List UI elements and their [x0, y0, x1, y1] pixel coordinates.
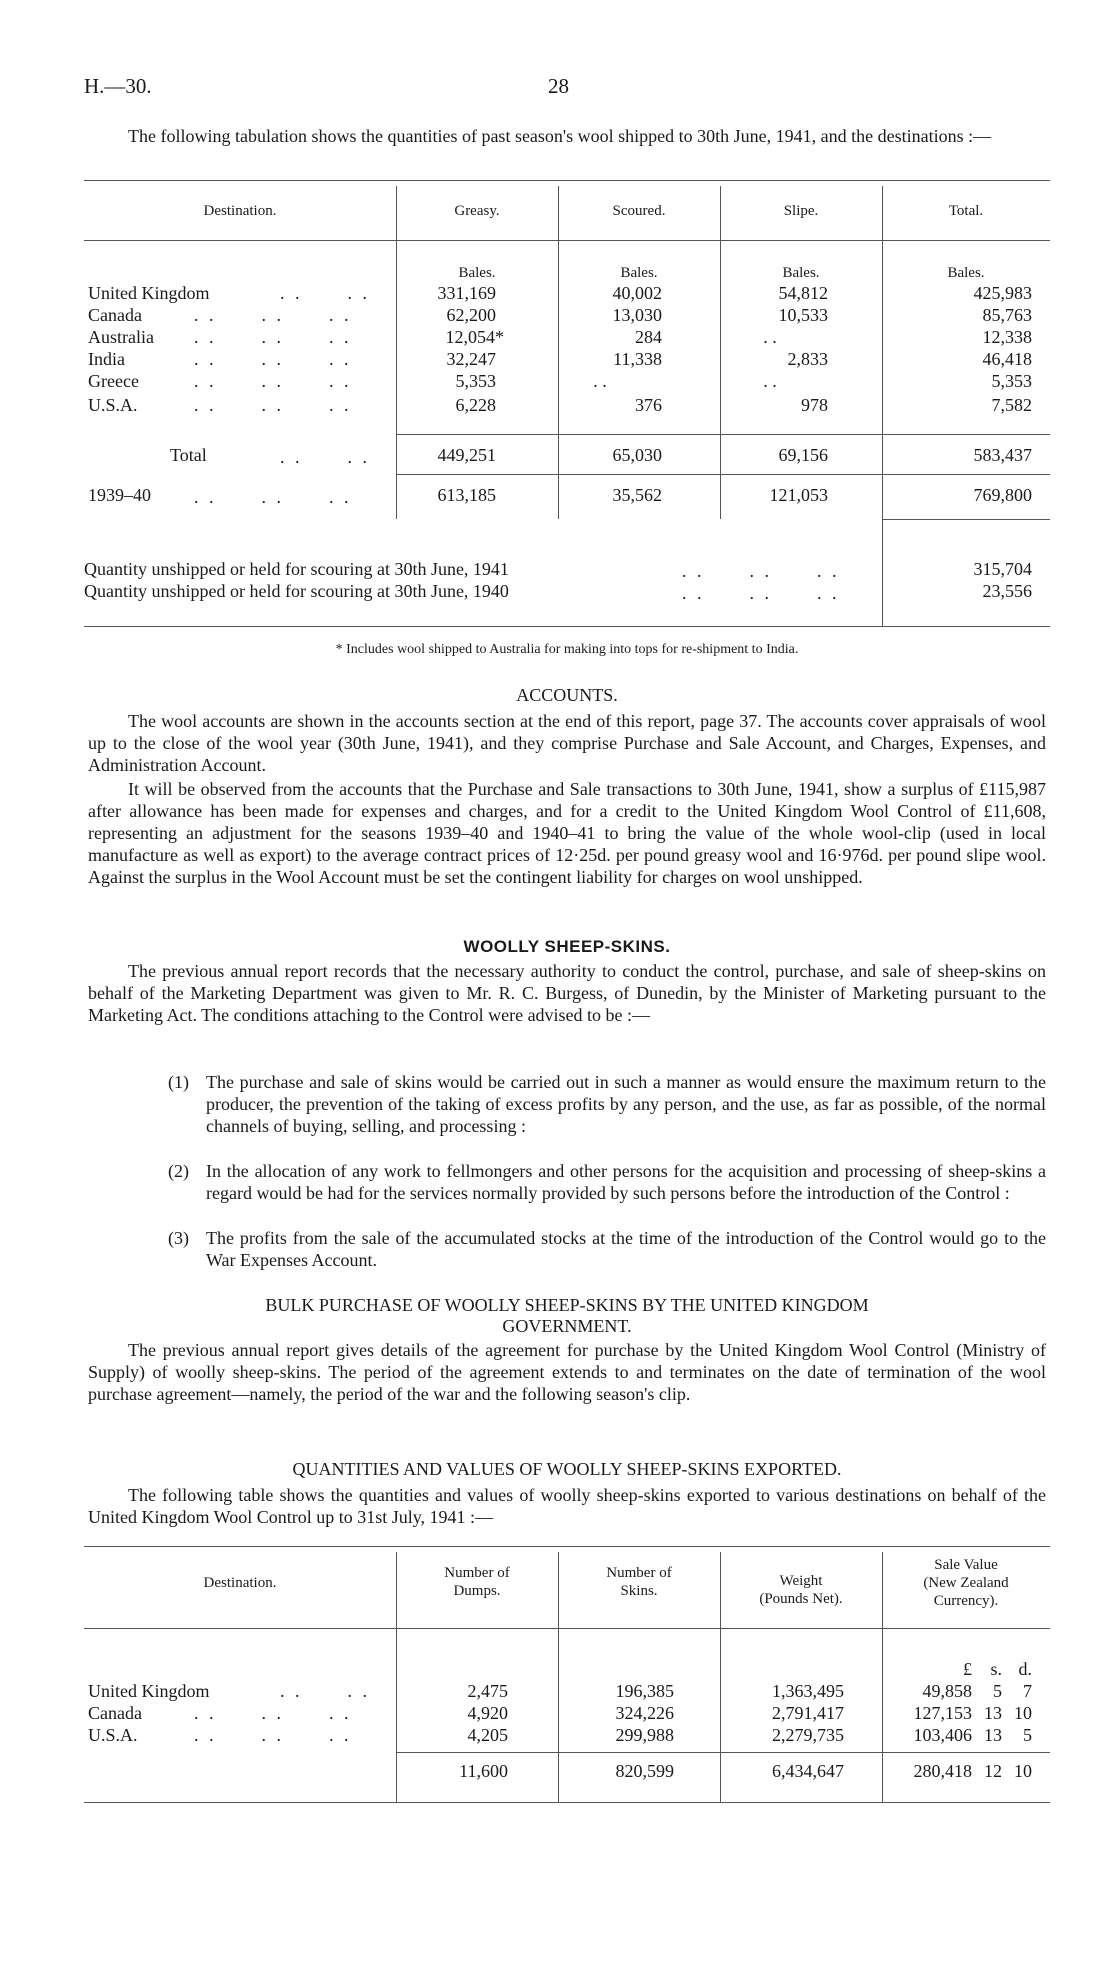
exports-paragraph: The following table shows the quantities and values of woolly sheep-skins exported to various destinations on behalf of the United Kingdom Wool Control up to 31st July, 1941 :— — [88, 1485, 1046, 1527]
col-header-destination: Destination. — [203, 1575, 277, 1591]
list-number: (2) — [168, 1161, 189, 1181]
bulk-heading-line-2: GOVERNMENT. — [502, 1316, 632, 1336]
table-rule — [396, 434, 1050, 435]
col-header-dumps: Number of Dumps. — [444, 1565, 510, 1599]
col-header-scoured: Scoured. — [612, 203, 666, 219]
table-rule — [84, 1802, 1050, 1803]
page-number: 28 — [548, 74, 569, 98]
col-header-destination: Destination. — [203, 203, 277, 219]
col-header-sale-value: Sale Value (New Zealand Currency). — [923, 1557, 1009, 1609]
table-rule — [84, 1546, 1050, 1547]
table-footnote: * Includes wool shipped to Australia for making into tops for re-shipment to India. — [335, 642, 799, 657]
accounts-heading: ACCOUNTS. — [516, 685, 618, 705]
currency-pence: d. — [1018, 1659, 1032, 1679]
table-rule — [882, 519, 1050, 520]
unit-label: Bales. — [947, 265, 985, 281]
unit-label: Bales. — [458, 265, 496, 281]
col-header-total: Total. — [948, 203, 984, 219]
list-number: (1) — [168, 1072, 189, 1092]
accounts-paragraph-1: The wool accounts are shown in the accounts section at the end of this report, page 37. The accounts cover appraisals of wool up to the close of the wool year (30th June, 1941), and they comprise Purchase and Sale Account, and Charges, Expenses, and Administration Account. — [88, 711, 1046, 775]
col-header-greasy: Greasy. — [454, 203, 500, 219]
accounts-paragraph-2: It will be observed from the accounts that the Purchase and Sale transactions to 30th June, 1941, show a surplus of £115,987 after allowance has been made for expenses and charges, and for a credit to the United Kingdom Wool Control of £11,608, representing an adjustment for the seasons 1939–40 and 1940–41 to bring the value of the whole wool-clip (used in local manufacture as well as export) to the average contract prices of 12·25d. per pound greasy wool and 16·976d. per pound slipe wool. Against the surplus in the Wool Account must be set the contingent liability for charges on wool unshipped. — [88, 779, 1046, 887]
table-rule — [396, 474, 1050, 475]
currency-pound: £ — [963, 1659, 972, 1679]
woolly-heading: WOOLLY SHEEP-SKINS. — [463, 937, 671, 956]
col-header-weight: Weight (Pounds Net). — [759, 1573, 843, 1607]
bulk-paragraph: The previous annual report gives details of the agreement for purchase by the United Kingdom Wool Control (Ministry of Supply) of woolly sheep-skins. The period of the agreement extends to and terminates on the date of termination of the wool purchase agreement—namely, the period of the war and the following season's clip. — [88, 1340, 1046, 1404]
sheepskin-exports-table: Destination. Number of Dumps. Number of Skins. Weight (Pounds Net). Sale Value (New Zealand Currency). £ s. d. United Kingdom . . . . 2,475 196,385 1,363,495 49,858 5 7 Canada . . . . . . 4,920 324,226 2,791,417 127,153 13 10 U.S.A. . . . . . . 4,205 299,988 2,279,735 103,406 13 5 11,600 820,599 6,434,647 280,418 12 10 — [84, 1546, 1050, 1816]
currency-shilling: s. — [990, 1659, 1002, 1679]
exports-heading: QUANTITIES AND VALUES OF WOOLLY SHEEP-SKINS EXPORTED. — [292, 1459, 842, 1479]
report-reference: H.—30. — [84, 74, 152, 98]
bulk-heading-line-1: BULK PURCHASE OF WOOLLY SHEEP-SKINS BY THE UNITED KINGDOM — [265, 1295, 869, 1315]
col-header-skins: Number of Skins. — [606, 1565, 672, 1599]
woolly-paragraph: The previous annual report records that the necessary authority to conduct the control, purchase, and sale of sheep-skins on behalf of the Marketing Department was given to Mr. R. C. Burgess, of Dunedin, by the Minister of Marketing pursuant to the Marketing Act. The conditions attaching to the Control were advised to be :— — [88, 961, 1046, 1025]
list-item: The profits from the sale of the accumulated stocks at the time of the introduction of the Control would go to the War Expenses Account. — [206, 1228, 1046, 1270]
table-rule — [84, 626, 1050, 627]
col-header-slipe: Slipe. — [783, 203, 819, 219]
wool-shipments-table: Destination. Greasy. Scoured. Slipe. Total. Bales. Bales. Bales. Bales. United Kingdom . . . . 331,169 40,002 54,812 425,983 Canada . . . . . . 62,200 13,030 10,533 85,763 Australia . . . . . . 12,054* 284 . . 12,338 India . . . . . . 32,247 11,338 2,833 46,418 Greece . . . . . . 5,353 . . . . 5,353 U.S.A. . . . . . . 6,228 376 978 7,582 Total . . . . 449,251 65,030 69,156 583,437 1939–40 . . . . . . 613,185 35,562 121,053 769,800 Quantity unshipped or held for scouring at 30th June, 1941 . . . . . . 315,704 Quantity unshipped or held for scouring at 30th June, 1940 . . . . . . 23,556 — [84, 180, 1050, 640]
unit-label: Bales. — [620, 265, 658, 281]
table-rule — [84, 1628, 1050, 1629]
list-number: (3) — [168, 1228, 189, 1248]
table-rule — [84, 180, 1050, 181]
list-item: In the allocation of any work to fellmongers and other persons for the acquisition and processing of sheep-skins a regard would be had for the services normally provided by such persons before the introduction of the Control : — [206, 1161, 1046, 1203]
table-rule — [396, 1752, 1050, 1753]
table-rule — [84, 240, 1050, 241]
unit-label: Bales. — [782, 265, 820, 281]
list-item: The purchase and sale of skins would be carried out in such a manner as would ensure the maximum return to the producer, the prevention of the taking of excess profits by any person, and the use, as far as possible, of the normal channels of buying, selling, and processing : — [206, 1072, 1046, 1136]
intro-paragraph: The following tabulation shows the quantities of past season's wool shipped to 30th June, 1941, and the destinations :— — [128, 126, 992, 146]
